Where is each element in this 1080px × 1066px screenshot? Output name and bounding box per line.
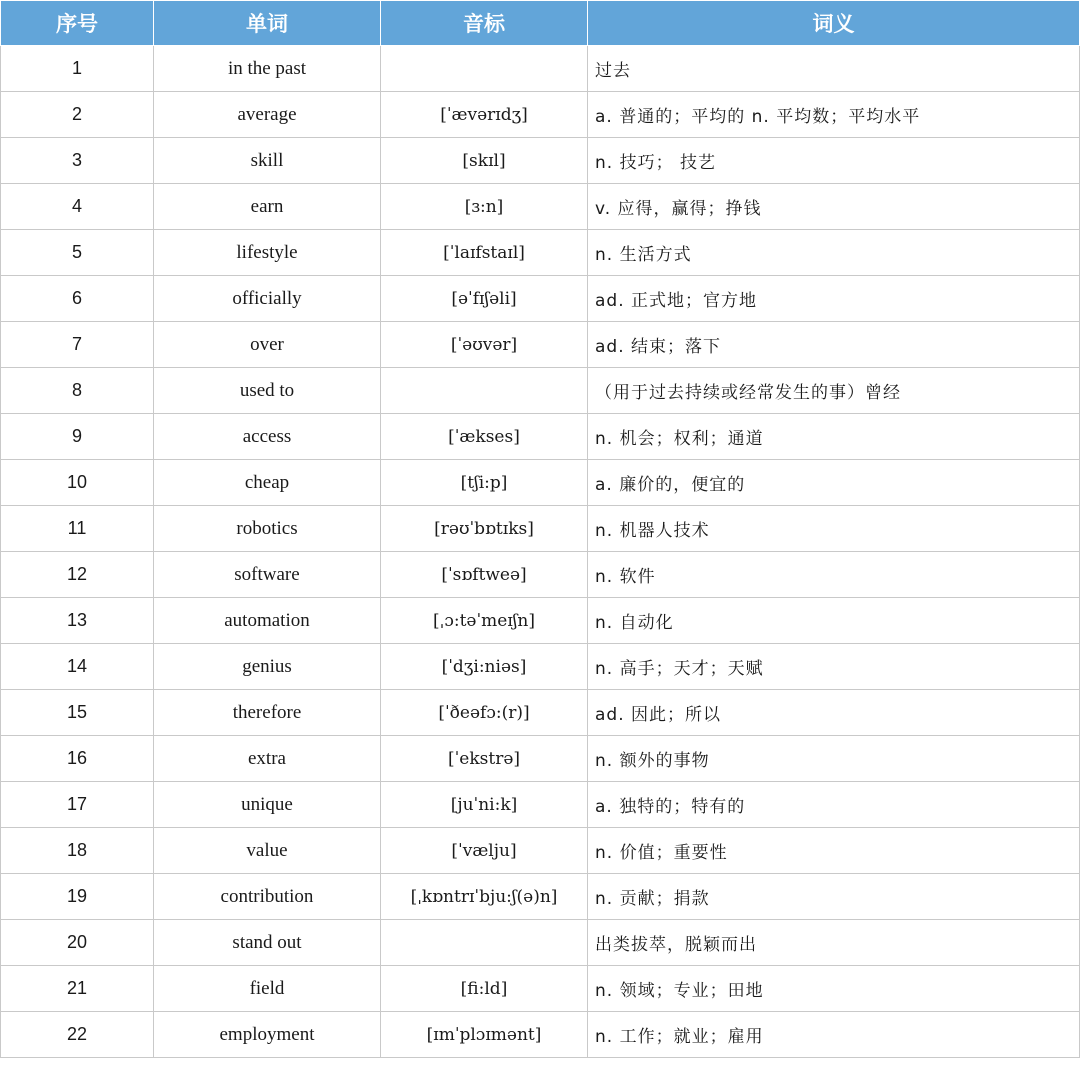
cell-phonetic bbox=[381, 920, 588, 966]
cell-word: officially bbox=[154, 276, 381, 322]
table-row bbox=[1, 184, 1080, 230]
cell-number: 19 bbox=[1, 874, 154, 920]
cell-phonetic: [rəʊˈbɒtɪks] bbox=[381, 506, 588, 552]
cell-meaning: a. 廉价的，便宜的 bbox=[588, 460, 1080, 506]
header-word: 单词 bbox=[154, 1, 381, 46]
cell-word: lifestyle bbox=[154, 230, 381, 276]
cell-word: used to bbox=[154, 368, 381, 414]
cell-meaning: 过去 bbox=[588, 46, 1080, 92]
header-meaning: 词义 bbox=[588, 1, 1080, 46]
cell-word: value bbox=[154, 828, 381, 874]
cell-number: 13 bbox=[1, 598, 154, 644]
cell-number: 22 bbox=[1, 1012, 154, 1058]
cell-word: unique bbox=[154, 782, 381, 828]
cell-meaning: n. 工作；就业；雇用 bbox=[588, 1012, 1080, 1058]
table-row bbox=[1, 322, 1080, 368]
table-row bbox=[1, 598, 1080, 644]
table-row bbox=[1, 1012, 1080, 1058]
table-row bbox=[1, 552, 1080, 598]
cell-word: average bbox=[154, 92, 381, 138]
cell-phonetic: [ˌkɒntrɪˈbju:ʃ(ə)n] bbox=[381, 874, 588, 920]
table-row bbox=[1, 92, 1080, 138]
cell-word: skill bbox=[154, 138, 381, 184]
cell-meaning: n. 生活方式 bbox=[588, 230, 1080, 276]
cell-word: stand out bbox=[154, 920, 381, 966]
table-header bbox=[1, 1, 1080, 46]
cell-word: access bbox=[154, 414, 381, 460]
table-row bbox=[1, 920, 1080, 966]
cell-number: 17 bbox=[1, 782, 154, 828]
cell-meaning: a. 独特的；特有的 bbox=[588, 782, 1080, 828]
cell-meaning: ad. 正式地；官方地 bbox=[588, 276, 1080, 322]
table-row bbox=[1, 874, 1080, 920]
cell-meaning: n. 价值；重要性 bbox=[588, 828, 1080, 874]
cell-word: in the past bbox=[154, 46, 381, 92]
cell-number: 7 bbox=[1, 322, 154, 368]
table-row bbox=[1, 966, 1080, 1012]
table-body bbox=[1, 46, 1080, 1058]
cell-word: software bbox=[154, 552, 381, 598]
cell-word: cheap bbox=[154, 460, 381, 506]
cell-meaning: n. 机会；权利；通道 bbox=[588, 414, 1080, 460]
cell-phonetic: [ɜ:n] bbox=[381, 184, 588, 230]
cell-phonetic: [əˈfɪʃəli] bbox=[381, 276, 588, 322]
table-row bbox=[1, 230, 1080, 276]
cell-phonetic: [ˈvælju] bbox=[381, 828, 588, 874]
cell-word: automation bbox=[154, 598, 381, 644]
cell-number: 3 bbox=[1, 138, 154, 184]
cell-number: 6 bbox=[1, 276, 154, 322]
header-number: 序号 bbox=[1, 1, 154, 46]
table-row bbox=[1, 782, 1080, 828]
cell-meaning: n. 技巧； 技艺 bbox=[588, 138, 1080, 184]
cell-phonetic: [ˈsɒftweə] bbox=[381, 552, 588, 598]
cell-number: 2 bbox=[1, 92, 154, 138]
table-row bbox=[1, 690, 1080, 736]
cell-meaning: 出类拔萃，脱颖而出 bbox=[588, 920, 1080, 966]
cell-word: contribution bbox=[154, 874, 381, 920]
cell-phonetic: [ˈlaɪfstaɪl] bbox=[381, 230, 588, 276]
cell-meaning: n. 机器人技术 bbox=[588, 506, 1080, 552]
cell-number: 20 bbox=[1, 920, 154, 966]
cell-phonetic: [juˈni:k] bbox=[381, 782, 588, 828]
cell-meaning: n. 高手；天才；天赋 bbox=[588, 644, 1080, 690]
cell-phonetic: [ˈækses] bbox=[381, 414, 588, 460]
header-row bbox=[1, 1, 1080, 46]
table-row bbox=[1, 506, 1080, 552]
cell-phonetic: [ˈævərɪdʒ] bbox=[381, 92, 588, 138]
cell-meaning: n. 额外的事物 bbox=[588, 736, 1080, 782]
cell-phonetic: [skɪl] bbox=[381, 138, 588, 184]
cell-word: therefore bbox=[154, 690, 381, 736]
cell-word: employment bbox=[154, 1012, 381, 1058]
cell-phonetic: [ˌɔ:təˈmeɪʃn] bbox=[381, 598, 588, 644]
cell-meaning: v. 应得，赢得；挣钱 bbox=[588, 184, 1080, 230]
table-row bbox=[1, 368, 1080, 414]
cell-phonetic: [ˈdʒi:niəs] bbox=[381, 644, 588, 690]
cell-phonetic: [ˈekstrə] bbox=[381, 736, 588, 782]
cell-word: field bbox=[154, 966, 381, 1012]
cell-phonetic: [fi:ld] bbox=[381, 966, 588, 1012]
cell-word: extra bbox=[154, 736, 381, 782]
cell-number: 12 bbox=[1, 552, 154, 598]
table-row bbox=[1, 644, 1080, 690]
header-phonetic: 音标 bbox=[381, 1, 588, 46]
cell-number: 11 bbox=[1, 506, 154, 552]
cell-number: 4 bbox=[1, 184, 154, 230]
cell-phonetic: [ˈəʊvər] bbox=[381, 322, 588, 368]
cell-word: genius bbox=[154, 644, 381, 690]
cell-number: 1 bbox=[1, 46, 154, 92]
cell-phonetic: [ɪmˈplɔɪmənt] bbox=[381, 1012, 588, 1058]
table-row bbox=[1, 828, 1080, 874]
cell-number: 9 bbox=[1, 414, 154, 460]
cell-number: 21 bbox=[1, 966, 154, 1012]
cell-number: 14 bbox=[1, 644, 154, 690]
cell-number: 10 bbox=[1, 460, 154, 506]
cell-number: 5 bbox=[1, 230, 154, 276]
table-row bbox=[1, 138, 1080, 184]
cell-number: 16 bbox=[1, 736, 154, 782]
cell-word: earn bbox=[154, 184, 381, 230]
cell-meaning: n. 领域；专业；田地 bbox=[588, 966, 1080, 1012]
cell-meaning: n. 自动化 bbox=[588, 598, 1080, 644]
cell-number: 8 bbox=[1, 368, 154, 414]
table-row bbox=[1, 276, 1080, 322]
table-row bbox=[1, 460, 1080, 506]
cell-phonetic bbox=[381, 368, 588, 414]
cell-meaning: n. 贡献；捐款 bbox=[588, 874, 1080, 920]
cell-phonetic: [ˈðeəfɔ:(r)] bbox=[381, 690, 588, 736]
cell-meaning: n. 软件 bbox=[588, 552, 1080, 598]
cell-phonetic: [tʃi:p] bbox=[381, 460, 588, 506]
cell-meaning: （用于过去持续或经常发生的事）曾经 bbox=[588, 368, 1080, 414]
cell-meaning: ad. 结束；落下 bbox=[588, 322, 1080, 368]
table-row bbox=[1, 46, 1080, 92]
cell-word: over bbox=[154, 322, 381, 368]
table-row bbox=[1, 736, 1080, 782]
cell-phonetic bbox=[381, 46, 588, 92]
table-row bbox=[1, 414, 1080, 460]
cell-meaning: a. 普通的；平均的 n. 平均数；平均水平 bbox=[588, 92, 1080, 138]
cell-word: robotics bbox=[154, 506, 381, 552]
cell-meaning: ad. 因此；所以 bbox=[588, 690, 1080, 736]
cell-number: 15 bbox=[1, 690, 154, 736]
cell-number: 18 bbox=[1, 828, 154, 874]
